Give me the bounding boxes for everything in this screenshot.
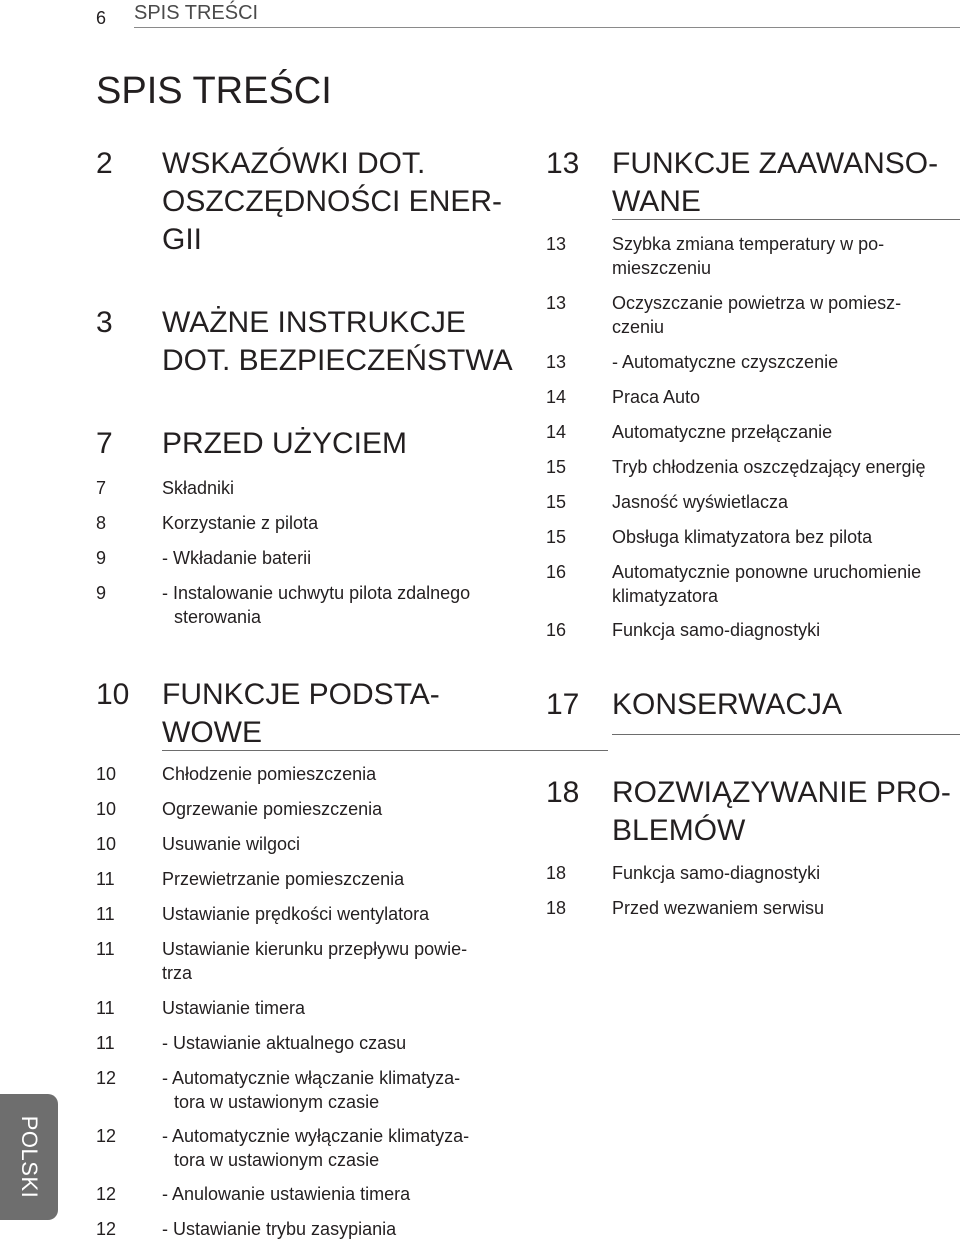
item-page-number: 11 <box>96 904 115 924</box>
section-title-line: WOWE <box>162 716 262 749</box>
item-page-number: 11 <box>96 1033 115 1053</box>
section-title-line: FUNKCJE ZAAWANSO- <box>612 147 939 180</box>
section-title-line: WANE <box>612 185 701 218</box>
section-title-line: GII <box>162 223 203 256</box>
section-title-line: WSKAZÓWKI DOT. <box>162 147 426 180</box>
item-page-number: 10 <box>96 799 117 819</box>
section-page-number: 17 <box>546 688 580 721</box>
item-label: Przewietrzanie pomieszczenia <box>162 869 405 889</box>
item-label: Szybka zmiana temperatury w po- <box>612 234 885 254</box>
item-label: Ustawianie timera <box>162 998 306 1018</box>
section-title-line: DOT. BEZPIECZEŃSTWA <box>162 344 513 377</box>
item-label: Korzystanie z pilota <box>162 513 319 533</box>
section-title-line: BLEMÓW <box>612 814 746 847</box>
section-page-number: 7 <box>96 427 113 460</box>
item-label: Automatyczne przełączanie <box>612 422 833 442</box>
language-tab-label: POLSKI <box>17 1115 42 1199</box>
item-page-number: 12 <box>96 1068 117 1088</box>
item-label: - Automatycznie włączanie klimatyza- <box>162 1068 461 1088</box>
item-label-continuation: tora w ustawionym czasie <box>174 1092 380 1112</box>
item-page-number: 15 <box>546 492 567 512</box>
item-page-number: 12 <box>96 1184 117 1204</box>
item-page-number: 13 <box>546 352 567 372</box>
item-page-number: 18 <box>546 898 567 918</box>
section-rule <box>612 734 960 735</box>
item-label: - Instalowanie uchwytu pilota zdalnego <box>162 583 471 603</box>
item-page-number: 14 <box>546 422 567 442</box>
item-label: Praca Auto <box>612 387 701 407</box>
section-page-number: 3 <box>96 306 113 339</box>
running-header-title: SPIS TREŚCI <box>134 2 259 24</box>
item-label-continuation: mieszczeniu <box>612 258 712 278</box>
section-page-number: 18 <box>546 776 580 809</box>
item-page-number: 11 <box>96 869 115 889</box>
item-label: Usuwanie wilgoci <box>162 834 301 854</box>
item-label: Składniki <box>162 478 235 498</box>
item-label-continuation: trza <box>162 963 193 983</box>
section-page-number: 13 <box>546 147 580 180</box>
item-label: Funkcja samo-diagnostyki <box>612 620 821 640</box>
item-label-continuation: czeniu <box>612 317 665 337</box>
item-label: Ustawianie prędkości wentylatora <box>162 904 430 924</box>
section-title-line: PRZED UŻYCIEM <box>162 427 408 460</box>
section-title-line: KONSERWACJA <box>612 688 843 721</box>
item-page-number: 10 <box>96 764 117 784</box>
item-page-number: 16 <box>546 620 567 640</box>
item-label: Tryb chłodzenia oszczędzający energię <box>612 457 926 477</box>
item-label: Ogrzewanie pomieszczenia <box>162 799 383 819</box>
item-page-number: 7 <box>96 478 107 498</box>
item-label: Ustawianie kierunku przepływu powie- <box>162 939 468 959</box>
item-page-number: 10 <box>96 834 117 854</box>
section-rule <box>612 219 960 220</box>
item-label: - Wkładanie baterii <box>162 548 312 568</box>
item-label: Przed wezwaniem serwisu <box>612 898 825 918</box>
section-title-line: FUNKCJE PODSTA- <box>162 678 440 711</box>
page-number: 6 <box>96 8 107 28</box>
item-page-number: 15 <box>546 457 567 477</box>
item-label: - Automatyczne czyszczenie <box>612 352 839 372</box>
item-label: Oczyszczanie powietrza w pomiesz- <box>612 293 902 313</box>
item-page-number: 12 <box>96 1219 117 1239</box>
section-title-line: ROZWIĄZYWANIE PRO- <box>612 776 951 809</box>
item-label: Chłodzenie pomieszczenia <box>162 764 377 784</box>
item-label: - Anulowanie ustawienia timera <box>162 1184 411 1204</box>
item-page-number: 8 <box>96 513 107 533</box>
item-label-continuation: klimatyzatora <box>612 586 719 606</box>
item-page-number: 11 <box>96 998 115 1018</box>
item-label: - Automatycznie wyłączanie klimatyza- <box>162 1126 470 1146</box>
section-rule <box>162 750 608 751</box>
item-page-number: 13 <box>546 234 567 254</box>
item-page-number: 14 <box>546 387 567 407</box>
item-page-number: 9 <box>96 548 107 568</box>
section-title-line: WAŻNE INSTRUKCJE <box>162 306 466 339</box>
item-page-number: 12 <box>96 1126 117 1146</box>
item-label: - Ustawianie aktualnego czasu <box>162 1033 407 1053</box>
item-label: - Ustawianie trybu zasypiania <box>162 1219 397 1239</box>
item-page-number: 15 <box>546 527 567 547</box>
item-page-number: 9 <box>96 583 107 603</box>
page-title: SPIS TREŚCI <box>96 70 332 112</box>
item-label-continuation: tora w ustawionym czasie <box>174 1150 380 1170</box>
item-label: Obsługa klimatyzatora bez pilota <box>612 527 873 547</box>
section-title-line: OSZCZĘDNOŚCI ENER- <box>162 185 503 218</box>
language-tab <box>0 1094 58 1220</box>
item-label: Funkcja samo-diagnostyki <box>612 863 821 883</box>
item-page-number: 11 <box>96 939 115 959</box>
item-label: Automatycznie ponowne uruchomienie <box>612 562 922 582</box>
section-page-number: 10 <box>96 678 130 711</box>
item-label: Jasność wyświetlacza <box>612 492 789 512</box>
header-rule <box>134 27 960 28</box>
item-page-number: 16 <box>546 562 567 582</box>
section-page-number: 2 <box>96 147 113 180</box>
item-page-number: 13 <box>546 293 567 313</box>
item-page-number: 18 <box>546 863 567 883</box>
item-label-continuation: sterowania <box>174 607 262 627</box>
